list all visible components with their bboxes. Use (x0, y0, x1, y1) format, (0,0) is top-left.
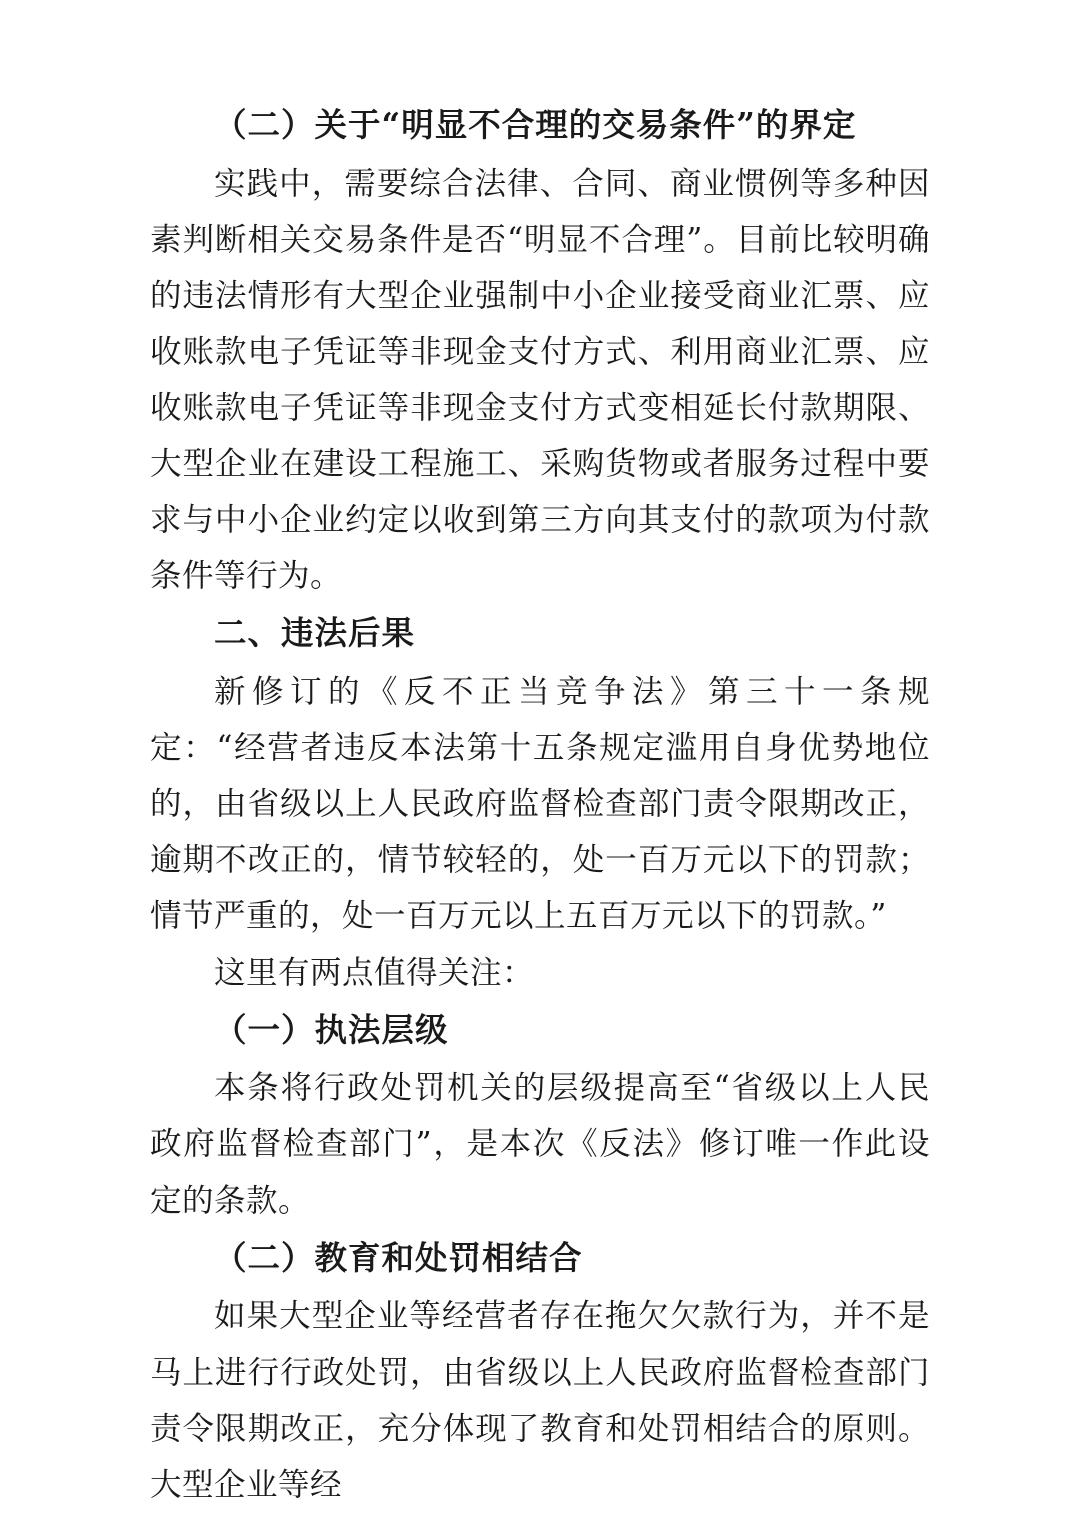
document-body (150, 96, 930, 1513)
paragraph-two-points-intro: 这里有两点值得关注： (214, 954, 535, 991)
heading-enforcement-level: （一）执法层级 (214, 1009, 449, 1049)
paragraph-unreasonable-conditions: 实践中，需要综合法律、合同、商业惯例等多种因素判断相关交易条件是否“明显不合理”。目前比较明确的违法情形有大型企业强制中小企业接受商业汇票、应收账款电子凭证等非现金支付方式、利用商业汇票、应收账款电子凭证等非现金支付方式变相延长付款期限、大型企业在建设工程施工、采购货物或者服务过程中要求与中小企业约定以收到第三方向其支付的款项为付款条件等行为。 (150, 165, 930, 595)
paragraph-education-penalty: 如果大型企业等经营者存在拖欠欠款行为，并不是马上进行行政处罚，由省级以上人民政府监督检查部门责令限期改正，充分体现了教育和处罚相结合的原则。大型企业等经 (150, 1298, 930, 1503)
heading-section-2-2: （二）关于“明显不合理的交易条件”的界定 (214, 105, 857, 144)
heading-section-two: 二、违法后果 (214, 613, 416, 653)
heading-education-penalty: （二）教育和处罚相结合 (214, 1237, 583, 1277)
paragraph-enforcement-level: 本条将行政处罚机关的层级提高至“省级以上人民政府监督检查部门”，是本次《反法》修订唯一作此设定的条款。 (150, 1070, 930, 1219)
paragraph-legal-consequences: 新修订的《反不正当竞争法》第三十一条规定：“经营者违反本法第十五条规定滥用自身优势地位的，由省级以上人民政府监督检查部门责令限期改正，逾期不改正的，情节较轻的，处一百万元以下的罚款；情节严重的，处一百万元以上五百万元以下的罚款。” (150, 674, 930, 935)
